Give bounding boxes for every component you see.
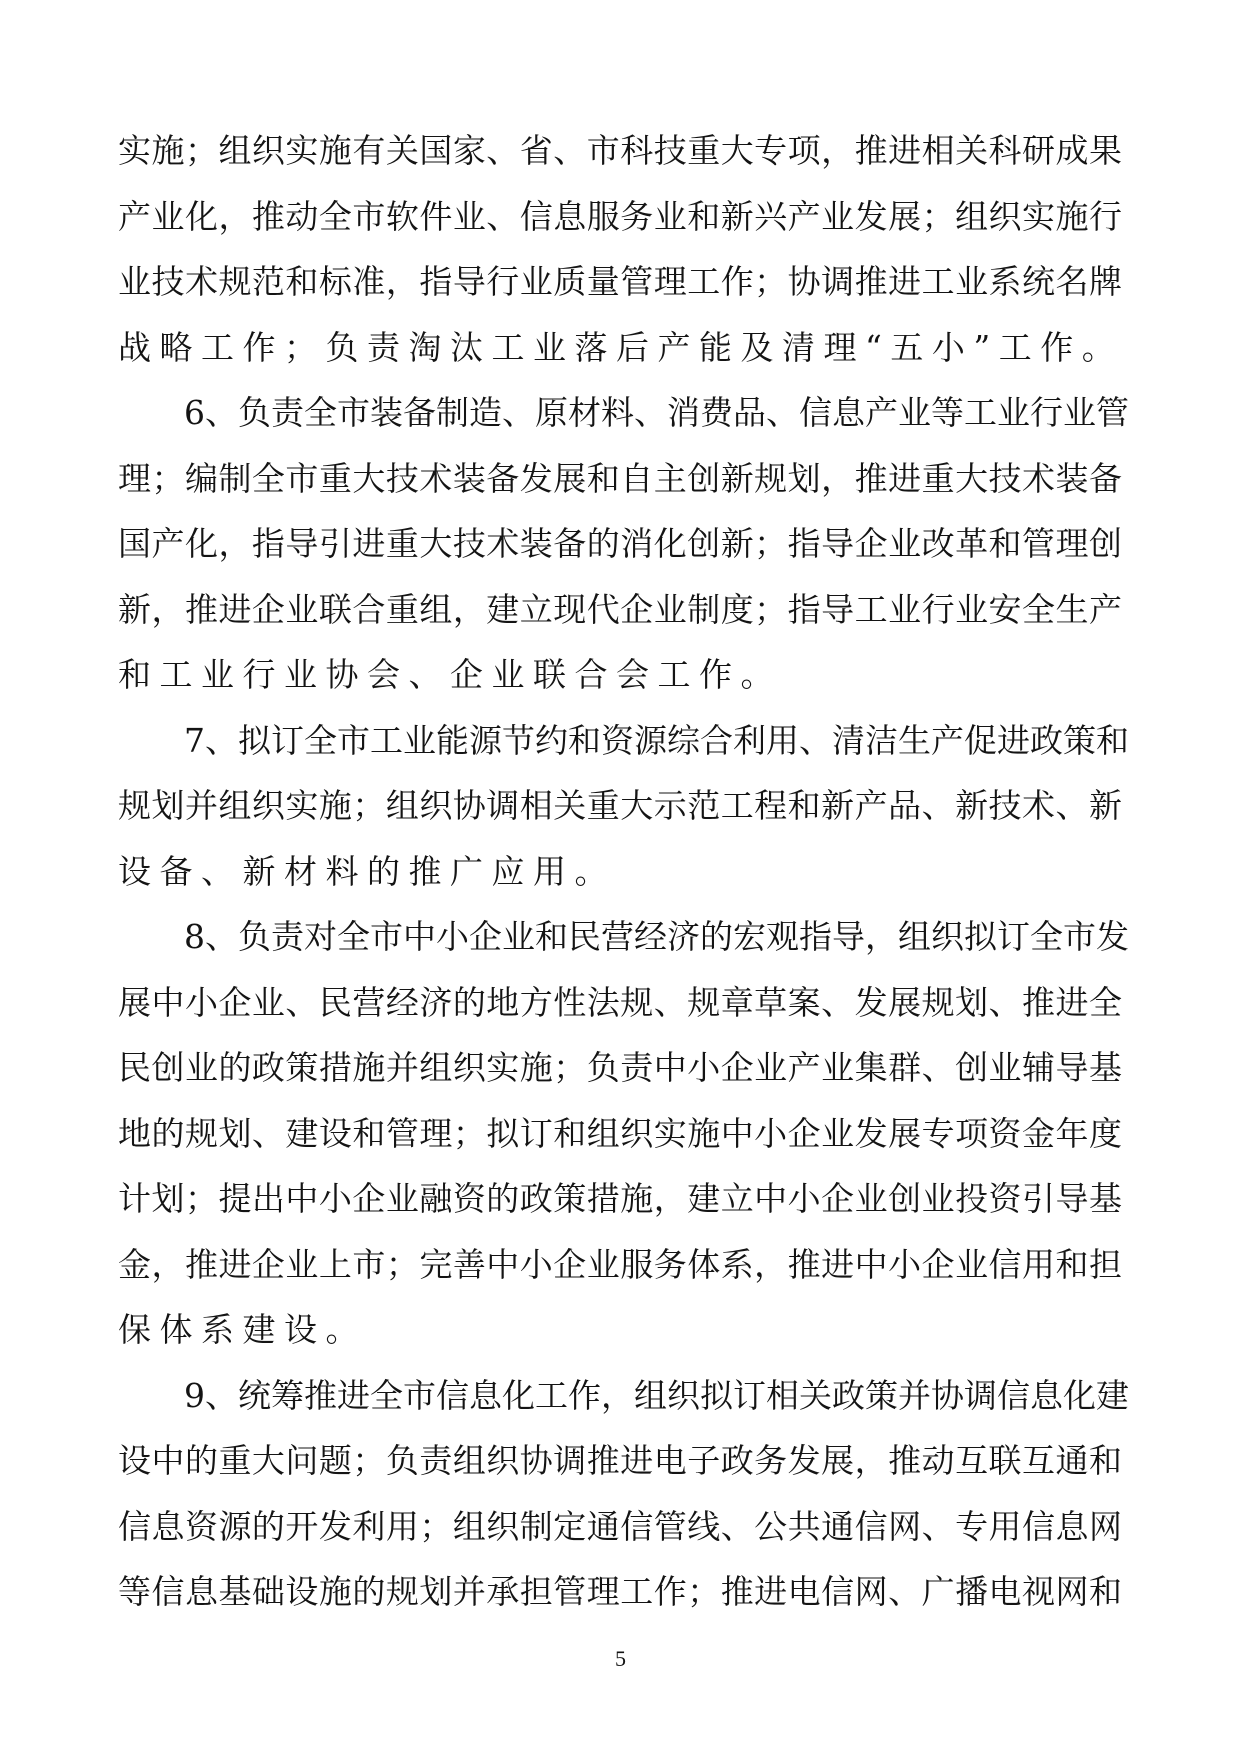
page-number: 5 <box>615 1646 626 1671</box>
text-line: 设中的重大问题；负责组织协调推进电子政务发展，推动互联互通和 <box>118 1441 1122 1480</box>
text-line: 规划并组织实施；组织协调相关重大示范工程和新产品、新技术、新 <box>118 786 1122 825</box>
text-line: 展中小企业、民营经济的地方性法规、规章草案、发展规划、推进全 <box>118 982 1122 1022</box>
text-line: 民创业的政策措施并组织实施；负责中小企业产业集群、创业辅导基 <box>118 1048 1122 1087</box>
text-line: 理；编制全市重大技术装备发展和自主创新规划，推进重大技术装备 <box>118 458 1122 498</box>
text-line: 新，推进企业联合重组，建立现代企业制度；指导工业行业安全生产 <box>118 589 1122 629</box>
paragraph-8-first-line: 8、负责对全市中小企业和民营经济的宏观指导，组织拟订全市发 <box>184 917 1129 956</box>
text-line: 产业化，推动全市软件业、信息服务业和新兴产业发展；组织实施行 <box>118 196 1122 236</box>
text-line: 国产化，指导引进重大技术装备的消化创新；指导企业改革和管理创 <box>118 524 1122 563</box>
text-line: 计划；提出中小企业融资的政策措施，建立中小企业创业投资引导基 <box>118 1179 1122 1218</box>
paragraph-6-first-line: 6、负责全市装备制造、原材料、消费品、信息产业等工业行业管 <box>184 393 1129 432</box>
text-line: 信息资源的开发利用；组织制定通信管线、公共通信网、专用信息网 <box>118 1506 1122 1546</box>
text-line: 实施；组织实施有关国家、省、市科技重大专项，推进相关科研成果 <box>118 131 1122 170</box>
paragraph-9-first-line: 9、统筹推进全市信息化工作，组织拟订相关政策并协调信息化建 <box>184 1375 1129 1415</box>
text-line: 和工业行业协会、企业联合会工作。 <box>118 655 782 694</box>
text-line: 保体系建设。 <box>118 1310 367 1349</box>
text-line: 设备、新材料的推广应用。 <box>118 851 616 891</box>
text-line: 金，推进企业上市；完善中小企业服务体系，推进中小企业信用和担 <box>118 1244 1122 1284</box>
text-line: 业技术规范和标准，指导行业质量管理工作；协调推进工业系统名牌 <box>118 262 1122 301</box>
text-line: 地的规划、建设和管理；拟订和组织实施中小企业发展专项资金年度 <box>118 1113 1122 1153</box>
body-text <box>118 118 1129 1625</box>
text-line: 战略工作；负责淘汰工业落后产能及清理“五小”工作。 <box>118 327 1124 367</box>
text-line: 等信息基础设施的规划并承担管理工作；推进电信网、广播电视网和 <box>118 1572 1122 1611</box>
paragraph-7-first-line: 7、拟订全市工业能源节约和资源综合利用、清洁生产促进政策和 <box>184 720 1129 760</box>
